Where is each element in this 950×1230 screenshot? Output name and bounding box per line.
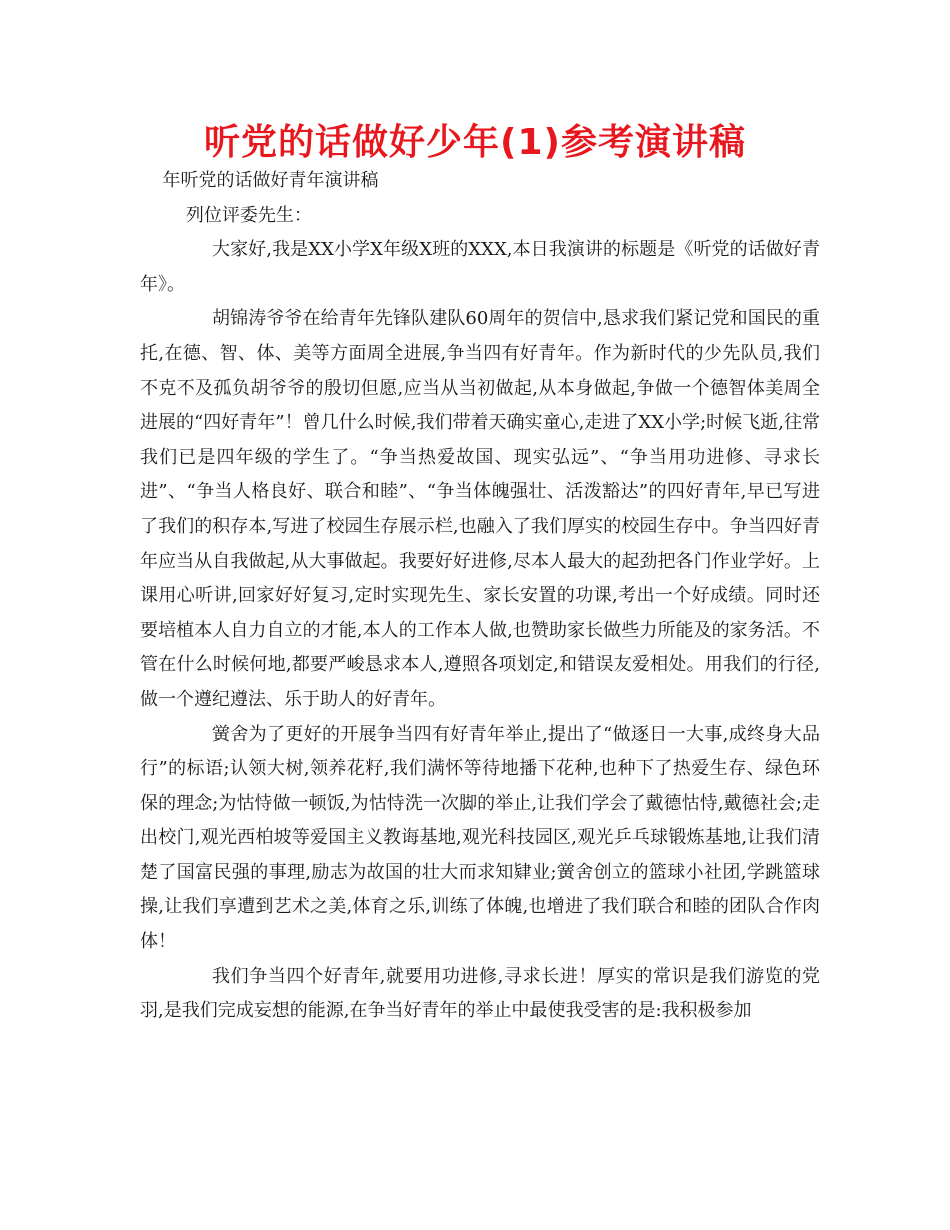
paragraph-3: 黉舍为了更好的开展争当四有好青年举止,提出了“做逐日一大事,成终身大品行”的标语;认领大树,领养花籽,我们满怀等待地播下花种,也种下了热爱生存、绿色环保的理念;为怙恃做一顿饭,为怙恃洗一次脚的举止,让我们学会了戴德怙恃,戴德社会;走出校门,观光西柏坡等爱国主义教诲基地,观光科技园区,观光乒乓球锻炼基地,让我们清楚了国富民强的事理,励志为故国的壮大而求知肄业;黉舍创立的篮球小社团,学跳篮球操,让我们享遭到艺术之美,体育之乐,训练了体魄,也增进了我们联合和睦的团队合作肉体！ xyxy=(140,723,820,953)
paragraph-2: 胡锦涛爷爷在给青年先锋队建队60周年的贺信中,恳求我们紧记党和国民的重托,在德、智、体、美等方面周全进展,争当四有好青年。作为新时代的少先队员,我们不克不及孤负胡爷爷的殷切但愿,应当从当初做起,从本身做起,争做一个德智体美周全进展的“四好青年”！曾几什么时候,我们带着天确实童心,走进了XX小学;时候飞逝,往常我们已是四年级的学生了。“争当热爱故国、现实弘远”、“争当用功进修、寻求长进”、“争当人格良好、联合和睦”、“争当体魄强壮、活泼豁达”的四好青年,早已写进了我们的积存本,写进了校园生存展示栏,也融入了我们厚实的校园生存中。争当四好青年应当从自我做起,从大事做起。我要好好进修,尽本人最大的起劲把各门作业学好。上课用心听讲,回家好好复习,定时实现先生、家长安置的功课,考出一个好成绩。同时还要培植本人自力自立的才能,本人的工作本人做,也赞助家长做些力所能及的家务活。不管在什么时候何地,都要严峻恳求本人,遵照各项划定,和错误友爱相处。用我们的行径,做一个遵纪遵法、乐于助人的好青年。 xyxy=(140,308,820,710)
paragraph-4: 我们争当四个好青年,就要用功进修,寻求长进！厚实的常识是我们游览的党羽,是我们完成妄想的能源,在争当好青年的举止中最使我受害的是:我积极参加 xyxy=(140,965,820,1022)
paragraph-1: 大家好,我是XX小学X年级X班的XXX,本日我演讲的标题是《听党的话做好青年》。 xyxy=(140,239,820,295)
document-body xyxy=(140,164,820,1029)
document-subtitle: 年听党的话做好青年演讲稿 xyxy=(162,170,379,191)
document-title: 听党的话做好少年(1)参考演讲稿 xyxy=(204,122,746,163)
salutation: 列位评委先生： xyxy=(185,204,312,226)
